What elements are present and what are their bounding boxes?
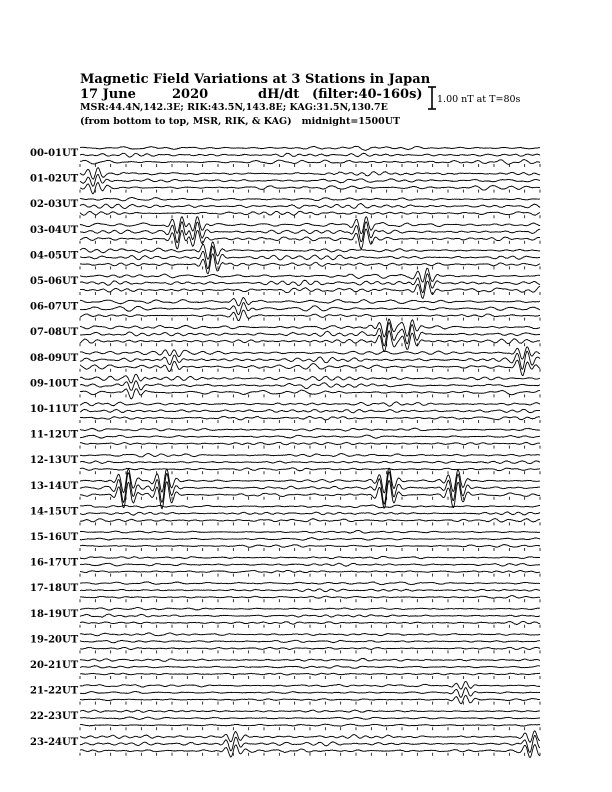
hour-label: 23-24UT: [30, 736, 79, 748]
trace-msr: [80, 298, 540, 306]
hour-row: [30, 731, 540, 757]
chart-title: Magnetic Field Variations at 3 Stations in Japan: [80, 72, 431, 87]
trace-msr: [80, 402, 540, 406]
hour-label: 02-03UT: [30, 199, 79, 211]
hour-label: 17-18UT: [30, 583, 79, 595]
hour-label: 01-02UT: [30, 173, 79, 185]
hour-label: 14-15UT: [30, 506, 79, 518]
hour-row: [30, 607, 540, 628]
trace-msr: [80, 168, 540, 180]
hour-label: 05-06UT: [30, 276, 79, 287]
trace-kag: [80, 724, 540, 726]
trace-rik: [80, 688, 540, 698]
trace-rik: [80, 563, 540, 566]
trace-kag: [80, 544, 540, 547]
trace-msr: [80, 607, 540, 610]
trace-rik: [80, 538, 540, 541]
trace-rik: [80, 303, 540, 315]
trace-kag: [80, 211, 540, 215]
trace-kag: [80, 416, 540, 420]
trace-kag: [80, 468, 540, 471]
trace-kag: [80, 596, 540, 599]
hour-row: [30, 242, 540, 274]
hour-label: 18-19UT: [30, 608, 79, 620]
trace-msr: [80, 505, 540, 508]
order-note: (from bottom to top, MSR, RIK, & KAG): [80, 116, 292, 127]
trace-rik: [80, 717, 540, 720]
hour-label: 20-21UT: [30, 660, 79, 671]
hour-row: [30, 556, 540, 576]
trace-msr: [80, 731, 540, 742]
trace-rik: [80, 435, 540, 438]
hour-row: [30, 468, 540, 509]
trace-rik: [80, 512, 540, 515]
hour-row: [30, 268, 540, 298]
midnight-note: midnight=1500UT: [301, 116, 401, 127]
hour-row: [30, 682, 540, 705]
hour-row: [30, 298, 540, 321]
trace-msr: [80, 682, 540, 690]
trace-msr: [80, 531, 540, 534]
trace-msr: [80, 319, 540, 337]
trace-rik: [80, 409, 540, 413]
trace-kag: [80, 442, 540, 445]
trace-msr: [80, 428, 540, 431]
trace-rik: [80, 204, 540, 209]
trace-kag: [80, 621, 540, 624]
hour-row: [30, 347, 540, 376]
trace-kag: [80, 281, 540, 298]
trace-rik: [80, 153, 540, 157]
trace-msr: [80, 582, 540, 585]
trace-kag: [80, 570, 540, 573]
trace-kag: [80, 673, 540, 675]
trace-kag: [80, 647, 540, 649]
trace-msr: [80, 556, 540, 559]
hour-row: [30, 168, 540, 194]
hour-label: 21-22UT: [30, 685, 79, 697]
hour-label: 03-04UT: [30, 224, 79, 236]
hour-row: [30, 319, 540, 352]
filter-label: (filter:40-160s): [312, 87, 423, 102]
hour-label: 16-17UT: [30, 557, 79, 569]
hour-row: [30, 633, 540, 654]
hour-label: 00-01UT: [30, 148, 79, 159]
hour-row: [30, 146, 540, 167]
hour-row: [30, 428, 540, 449]
hour-row: [30, 658, 540, 679]
trace-rik: [80, 640, 540, 643]
hour-row: [30, 505, 540, 526]
trace-msr: [80, 453, 540, 457]
trace-msr: [80, 658, 540, 661]
hour-label: 09-10UT: [30, 378, 79, 390]
trace-msr: [80, 633, 540, 636]
hour-row: [30, 402, 540, 423]
hour-label: 15-16UT: [30, 532, 79, 543]
hour-label: 04-05UT: [30, 250, 79, 262]
trace-msr: [80, 217, 540, 234]
date-day: 17 June: [80, 87, 136, 102]
scale-label: 1.00 nT at T=80s: [437, 94, 521, 105]
trace-kag: [80, 331, 540, 352]
hour-label: 11-12UT: [30, 429, 79, 441]
trace-msr: [80, 374, 540, 383]
hour-row: [30, 531, 540, 552]
hour-label: 10-11UT: [30, 404, 79, 415]
stations-line: MSR:44.4N,142.3E; RIK:43.5N,143.8E; KAG:31.5N,130.7E: [80, 102, 388, 113]
trace-msr: [80, 242, 540, 259]
trace-rik: [80, 351, 540, 369]
trace-msr: [80, 146, 540, 150]
hour-label: 19-20UT: [30, 634, 79, 646]
trace-kag: [80, 160, 540, 165]
hour-row: [30, 453, 540, 474]
trace-kag: [80, 481, 540, 509]
scale-bar: [428, 87, 436, 109]
hourly-rows: [30, 146, 540, 757]
trace-rik: [80, 589, 540, 592]
trace-rik: [80, 174, 540, 186]
hour-label: 22-23UT: [30, 711, 79, 723]
hour-row: [30, 582, 540, 602]
trace-msr: [80, 347, 540, 359]
quantity-label: dH/dt: [258, 87, 300, 102]
trace-kag: [80, 519, 540, 522]
hour-label: 12-13UT: [30, 455, 79, 467]
trace-rik: [80, 666, 540, 669]
date-year: 2020: [172, 87, 209, 102]
trace-msr: [80, 710, 540, 712]
trace-rik: [80, 461, 540, 464]
hour-label: 06-07UT: [30, 301, 79, 313]
trace-rik: [80, 614, 540, 617]
trace-kag: [80, 360, 540, 375]
trace-msr: [80, 268, 540, 282]
hour-row: [30, 374, 540, 399]
trace-rik: [80, 381, 540, 391]
trace-msr: [80, 197, 540, 201]
hour-label: 13-14UT: [30, 480, 79, 492]
hour-row: [30, 217, 540, 249]
hour-row: [30, 710, 540, 730]
hour-row: [30, 197, 540, 218]
hour-label: 07-08UT: [30, 327, 79, 339]
hour-label: 08-09UT: [30, 352, 79, 364]
